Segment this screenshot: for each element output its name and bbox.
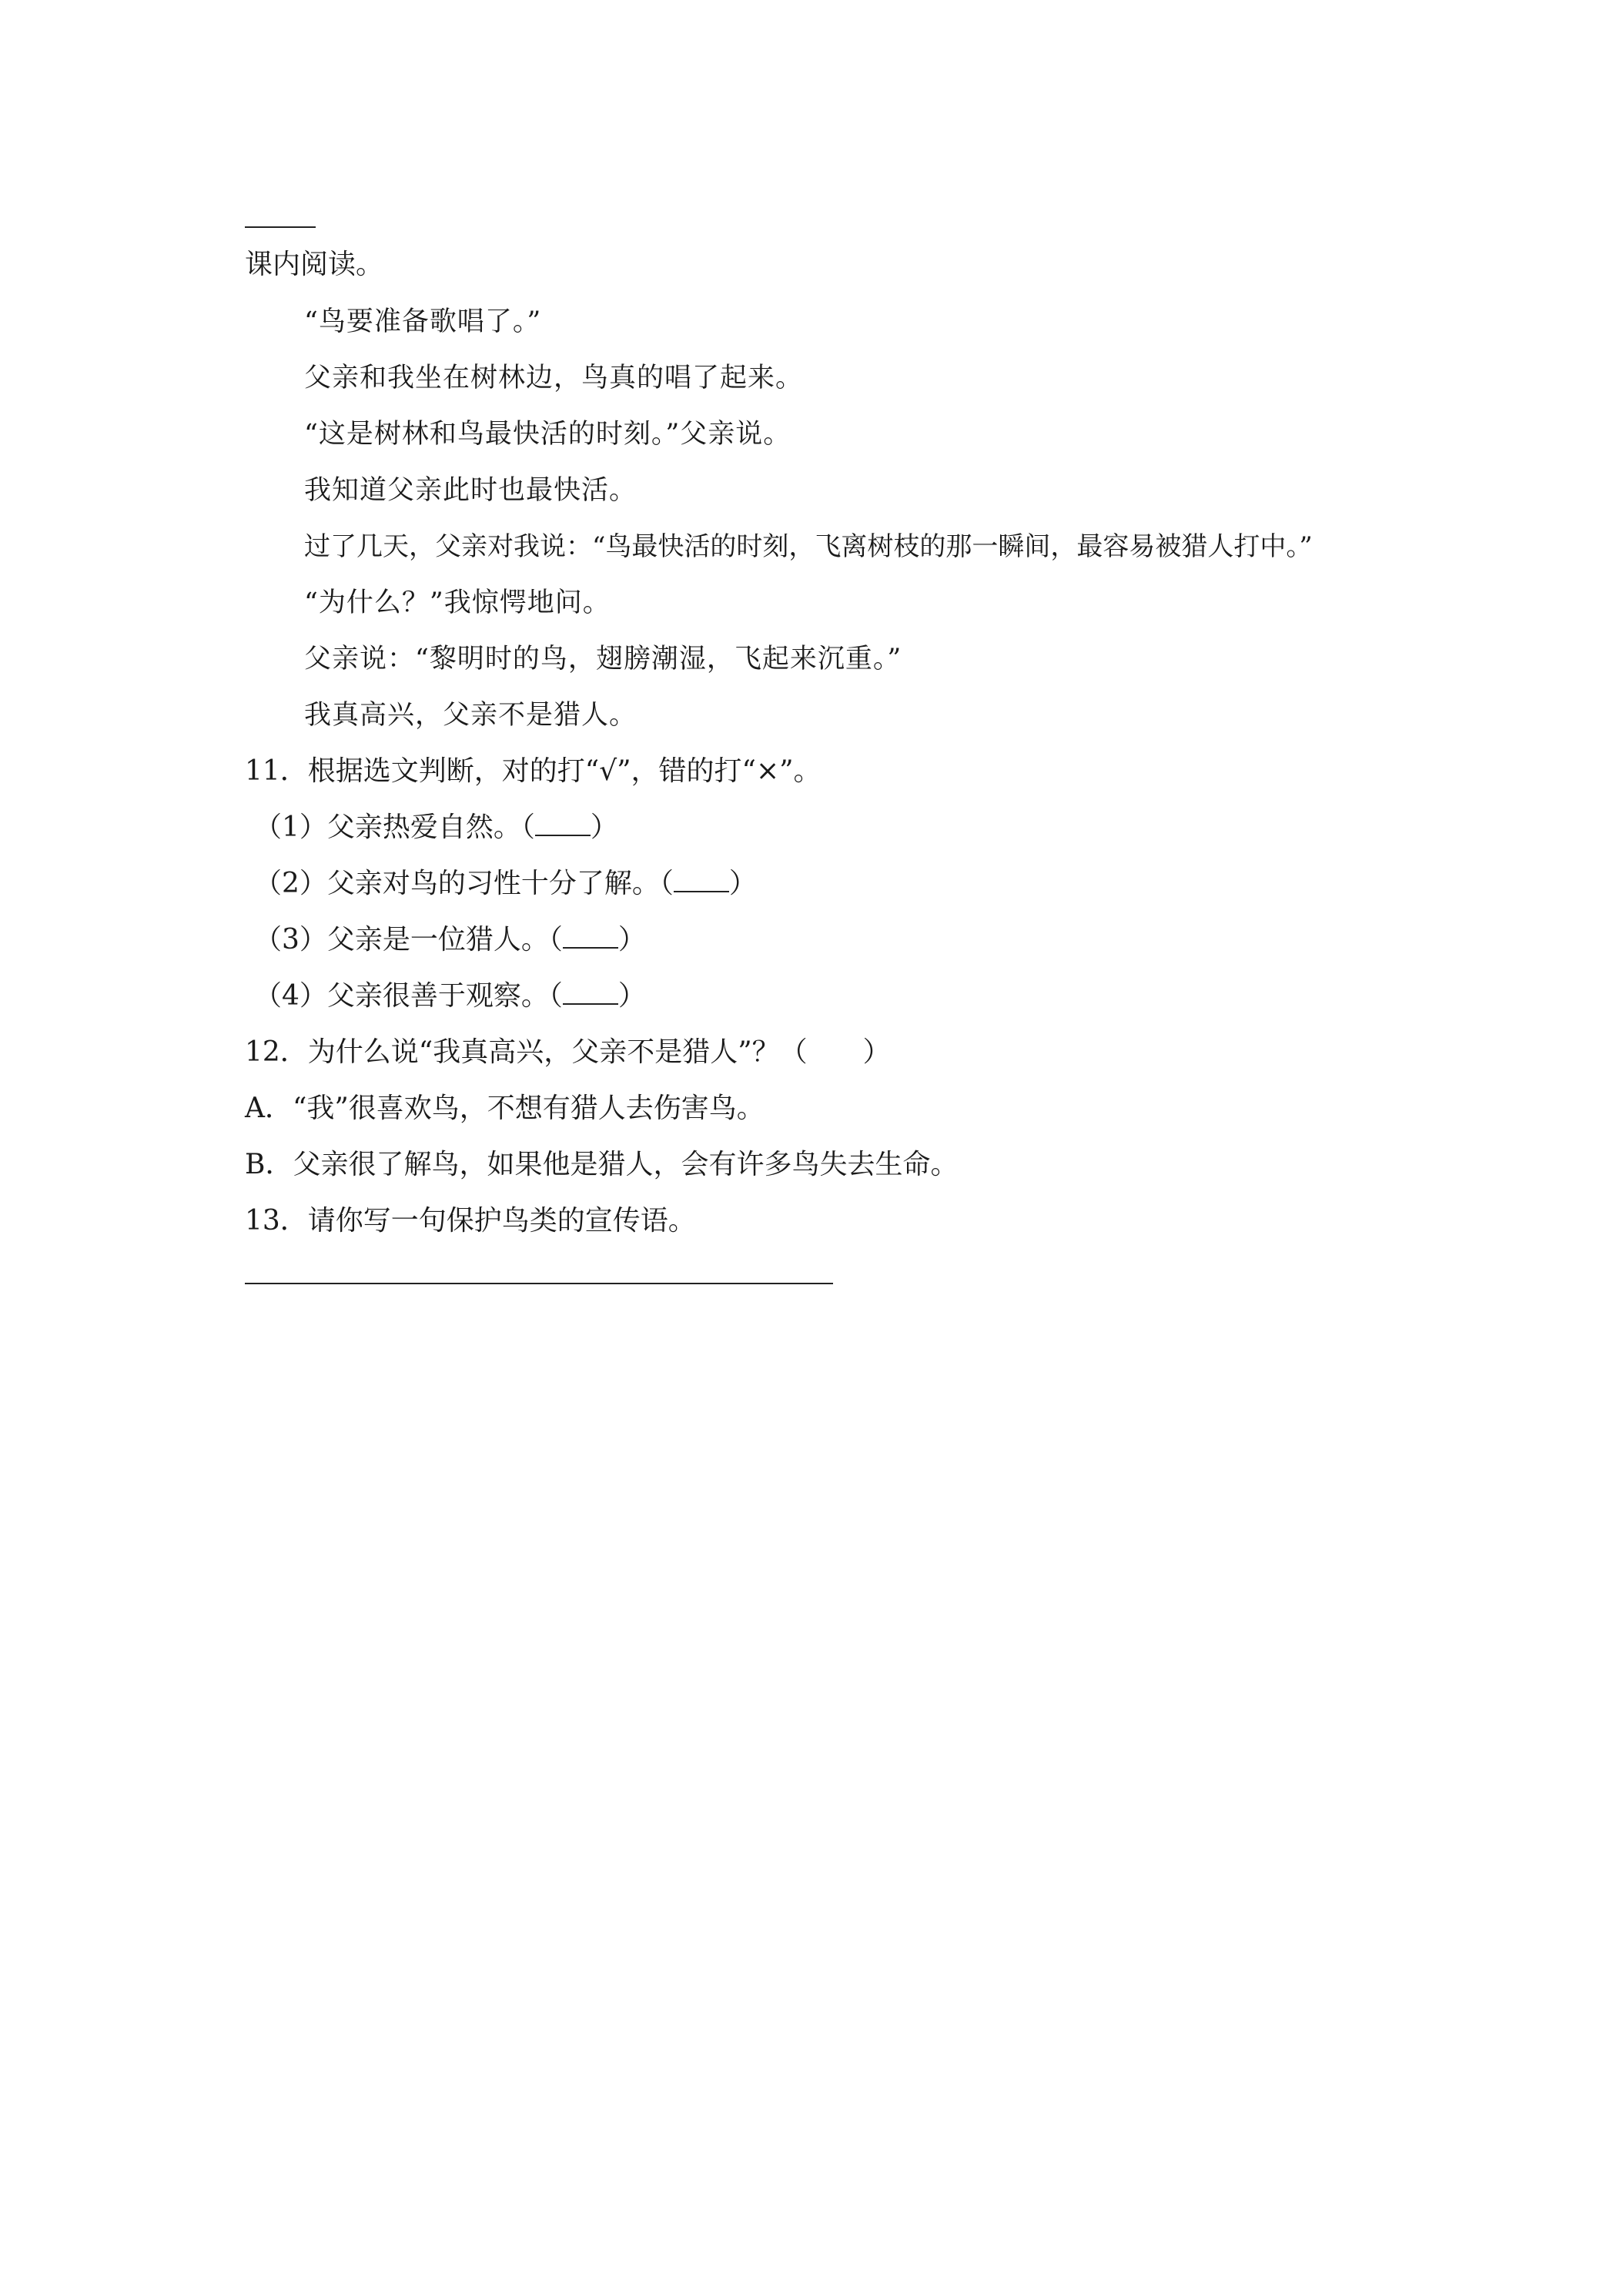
passage-line-7: 父亲说：“黎明时的鸟，翅膀潮湿，飞起来沉重。” xyxy=(304,644,902,674)
question-11-item-3 xyxy=(254,923,646,957)
q11-item-2-text: （2）父亲对鸟的习性十分了解。（ xyxy=(254,868,674,899)
question-11-item-4 xyxy=(254,979,646,1013)
top-rule xyxy=(245,226,316,228)
passage-line-6: “为什么？”我惊愕地问。 xyxy=(304,587,611,618)
answer-blank-4[interactable] xyxy=(563,980,618,1005)
question-12-option-b: B．父亲很了解鸟，如果他是猎人，会有许多鸟失去生命。 xyxy=(245,1149,959,1180)
passage-line-4: 我知道父亲此时也最快活。 xyxy=(304,475,637,506)
section-title: 课内阅读。 xyxy=(245,249,384,280)
answer-blank-3[interactable] xyxy=(563,924,618,949)
q11-item-1-text: （1）父亲热爱自然。（ xyxy=(254,812,535,843)
q11-item-4-close: ） xyxy=(617,980,646,1012)
passage-line-5: 过了几天，父亲对我说：“鸟最快活的时刻，飞离树枝的那一瞬间，最容易被猎人打中。” xyxy=(304,531,1313,562)
question-11-item-2 xyxy=(254,867,757,901)
answer-blank-1[interactable] xyxy=(535,812,591,836)
q11-item-3-text: （3）父亲是一位猎人。（ xyxy=(254,924,563,956)
question-11-item-1 xyxy=(254,811,618,845)
question-13-stem: 13．请你写一句保护鸟类的宣传语。 xyxy=(245,1205,696,1237)
passage-line-1: “鸟要准备歌唱了。” xyxy=(304,306,542,337)
question-13-answer-line[interactable] xyxy=(245,1283,833,1284)
passage-line-8: 我真高兴，父亲不是猎人。 xyxy=(304,700,637,731)
question-11-stem: 11．根据选文判断，对的打“√”，错的打“×”。 xyxy=(245,755,822,787)
q11-item-3-close: ） xyxy=(617,924,646,956)
question-12-option-a: A．“我”很喜欢鸟，不想有猎人去伤害鸟。 xyxy=(245,1093,765,1124)
q11-item-2-close: ） xyxy=(728,868,757,899)
passage-line-3: “这是树林和鸟最快活的时刻。”父亲说。 xyxy=(304,419,791,450)
answer-blank-2[interactable] xyxy=(674,868,729,892)
passage-line-2: 父亲和我坐在树林边，鸟真的唱了起来。 xyxy=(304,363,804,393)
q11-item-4-text: （4）父亲很善于观察。（ xyxy=(254,980,563,1012)
q11-item-1-close: ） xyxy=(590,812,618,843)
question-12-stem: 12．为什么说“我真高兴，父亲不是猎人”？（ ） xyxy=(245,1036,891,1068)
